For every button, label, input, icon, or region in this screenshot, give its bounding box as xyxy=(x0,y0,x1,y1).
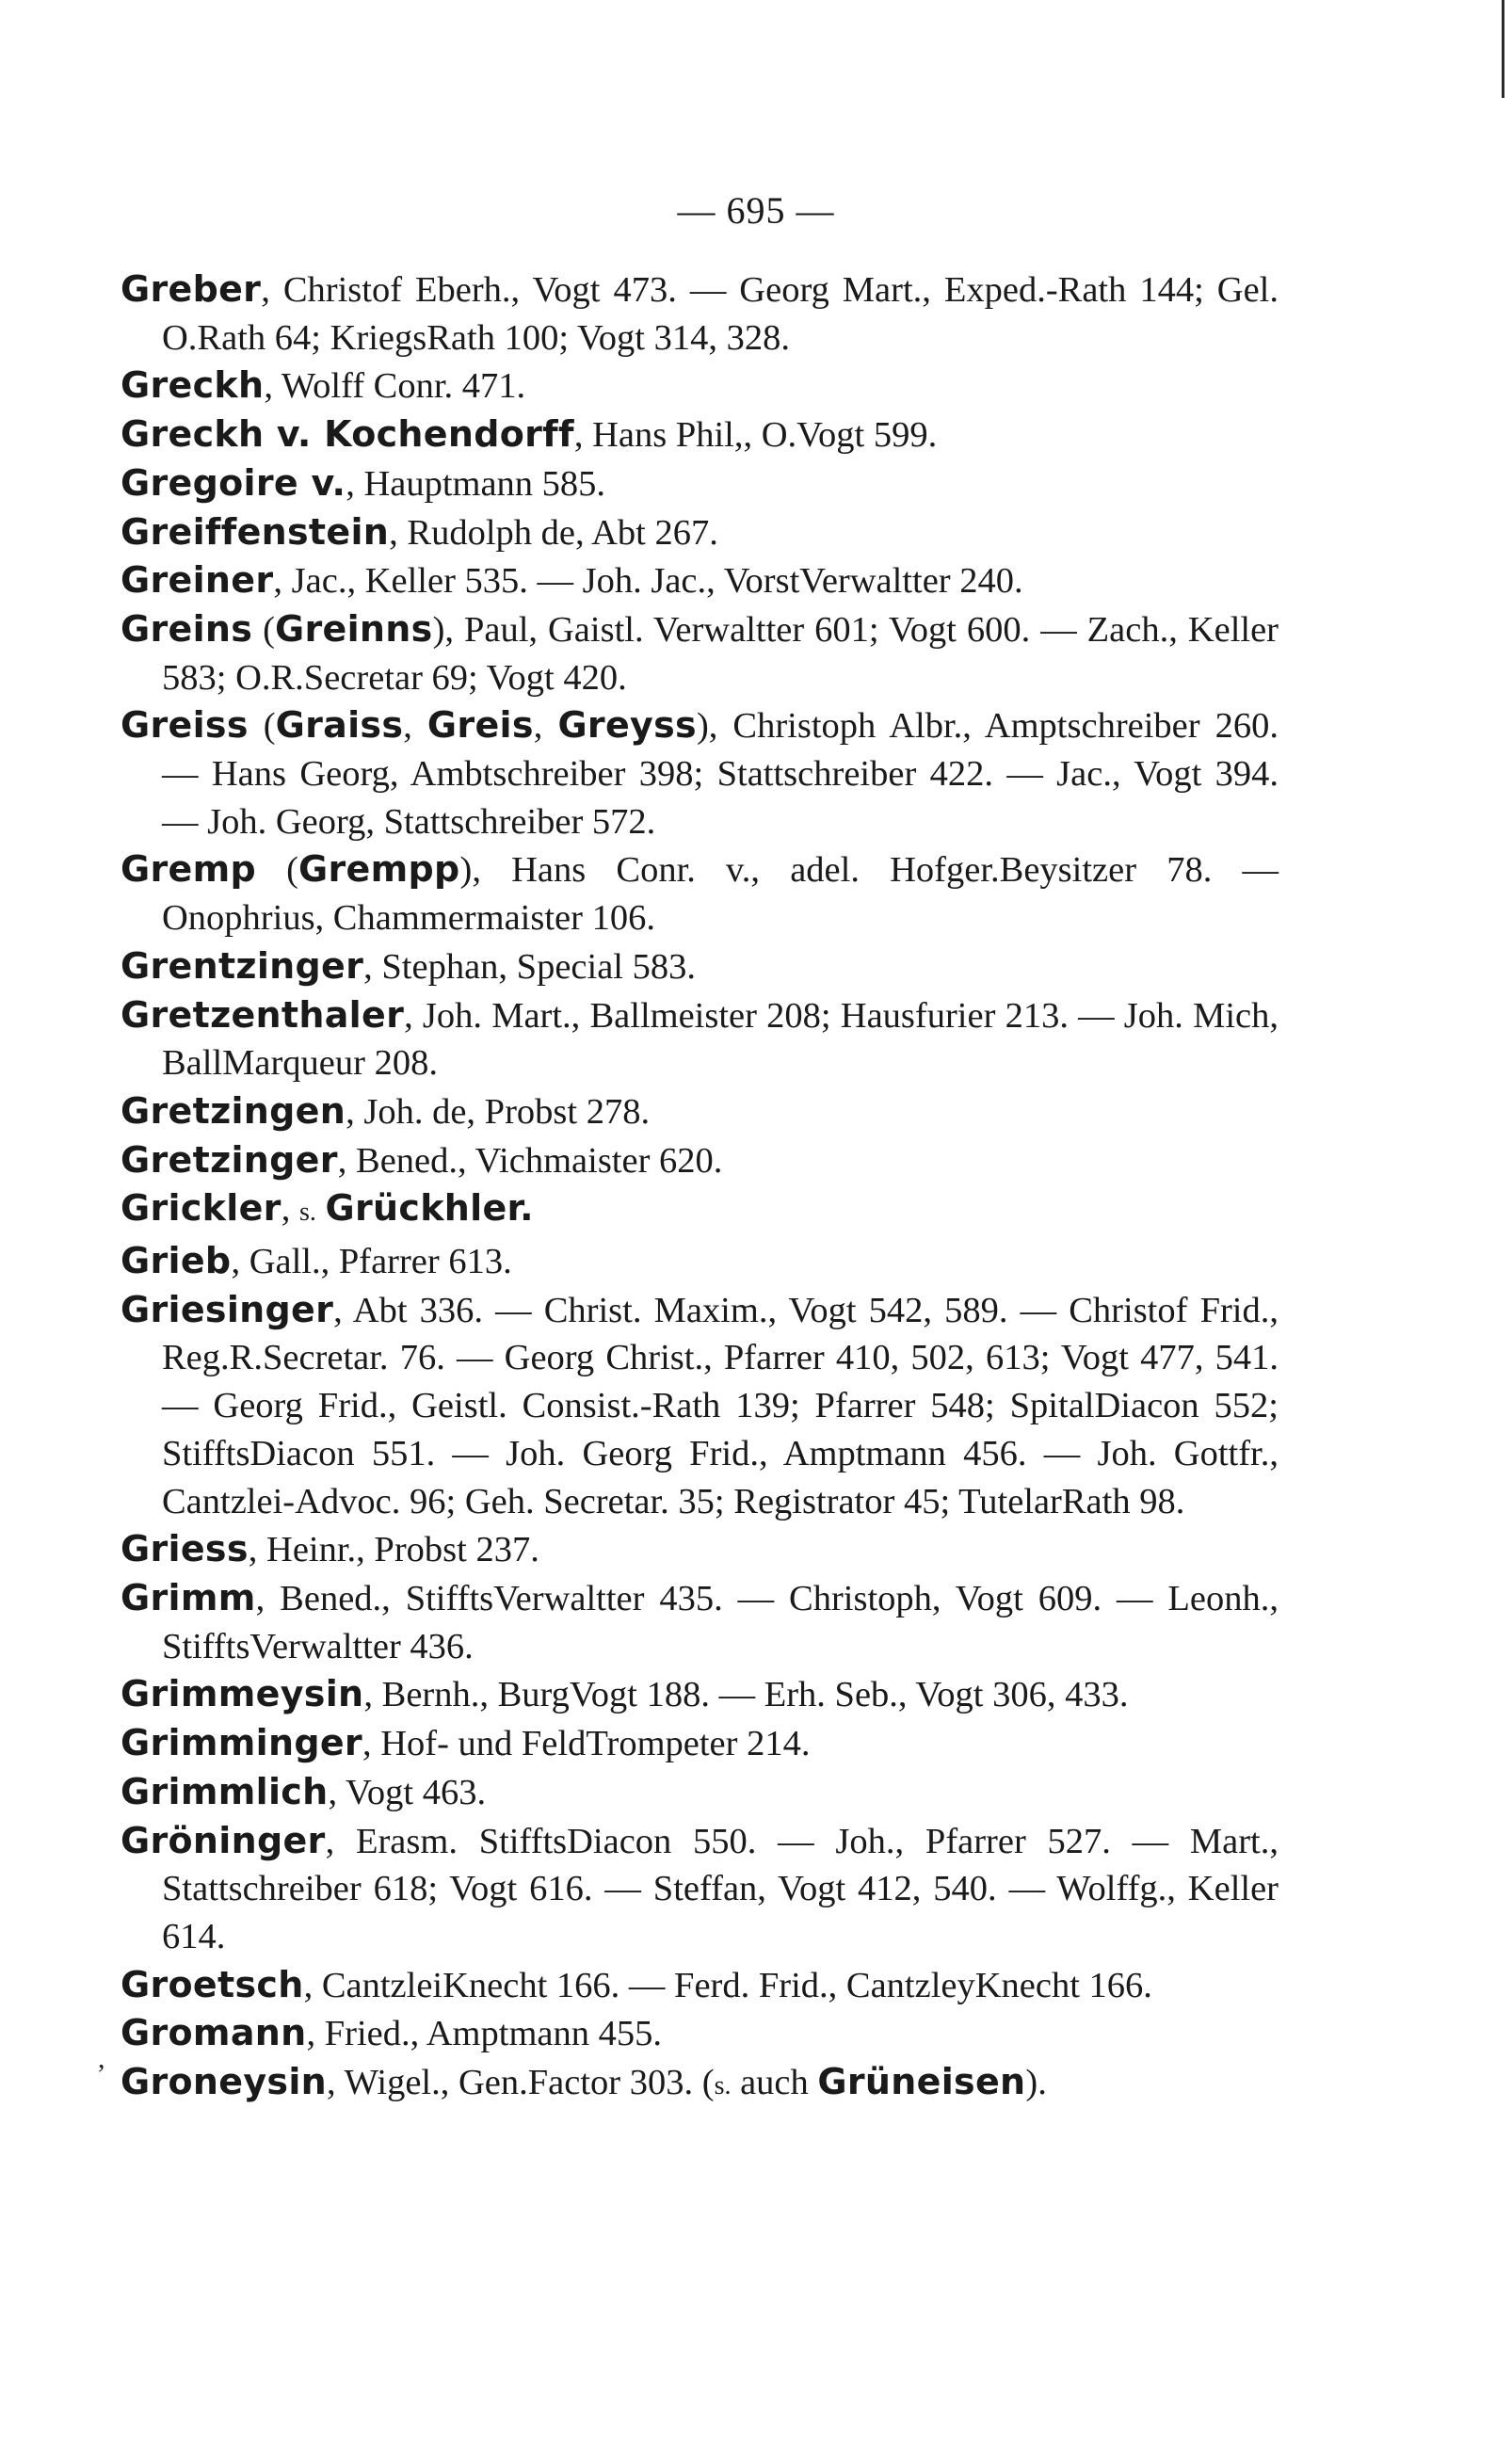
entry-headword: Gretzinger xyxy=(121,1138,338,1181)
entry-text: , Jac., Keller 535. — Joh. Jac., VorstVerwaltter 240. xyxy=(273,561,1023,602)
entry-headword: Gröninger xyxy=(121,1819,326,1861)
register-entry xyxy=(121,2058,1279,2111)
register-entry xyxy=(121,266,1279,362)
entry-headword: Greiss xyxy=(121,704,249,747)
entry-text: ( xyxy=(252,609,275,650)
entry-text: ), Paul, Gaistl. Verwaltter 601; Vogt 600. — Zach., Keller 583; O.R.Secretar 69; Vogt 420. xyxy=(162,609,1279,698)
entry-text: , xyxy=(403,706,427,747)
entry-text: , Abt 336. — Christ. Maxim., Vogt 542, 589. — Christof Frid., Reg.R.Secretar. 76. — Georg Christ., Pfarrer 410, 502, 613; Vogt 477, 541. — Georg Frid., Geistl. Consist.-Rath 139; Pfarrer 548; SpitalDiacon 552; StifftsDiacon 551. — Joh. Georg Frid., Amptmann 456. — Joh. Gottfr., Cantzlei-Advoc. 96; Geh. Secretar. 35; Registrator 45; TutelarRath 98. xyxy=(162,1290,1279,1521)
register-entry xyxy=(121,362,1279,410)
register-entry xyxy=(121,991,1279,1087)
register-entry xyxy=(121,1574,1279,1670)
register-entry xyxy=(121,508,1279,557)
entry-text: ( xyxy=(248,706,276,747)
entry-headword: Greiffenstein xyxy=(121,510,390,553)
register-entry xyxy=(121,1817,1279,1961)
entry-text: ), Christoph Albr., Amptschreiber 260. — Hans Georg, Ambtschreiber 398; Stattschreiber 422. — Jac., Vogt 394. — Joh. Georg, Stattschreiber 572. xyxy=(162,706,1279,842)
entry-headword: Grieb xyxy=(121,1240,232,1282)
register-entry xyxy=(121,1286,1279,1526)
entry-text: , Hans Phil,, O.Vogt 599. xyxy=(573,415,938,456)
edge-line xyxy=(1502,0,1504,98)
entry-headword: Gregoire v. xyxy=(121,461,346,504)
entry-headword: Groetsch xyxy=(121,1963,304,2005)
entry-text: , Christof Eberh., Vogt 473. — Georg Mart., Exped.-Rath 144; Gel. O.Rath 64; KriegsRath 100; Vogt 314, 328. xyxy=(162,270,1279,358)
entry-text: , Hof- und FeldTrompeter 214. xyxy=(362,1724,811,1764)
entry-headword: Gretzingen xyxy=(121,1089,346,1132)
entry-see-reference: s. xyxy=(298,1198,316,1228)
register-entry xyxy=(121,1961,1279,2010)
entry-headword: Grimm xyxy=(121,1576,256,1618)
entry-text: ), Hans Conr. v., adel. Hofger.Beysitzer 78. — Onophrius, Chammermaister 106. xyxy=(162,850,1279,939)
page-number: — 695 — xyxy=(677,189,835,232)
entry-headword: Grempp xyxy=(298,848,460,891)
entry-see-reference: s. xyxy=(714,2071,732,2101)
entry-text: , Rudolph de, Abt 267. xyxy=(389,512,718,553)
entry-text: , Joh. Mart., Ballmeister 208; Hausfurier 213. — Joh. Mich, BallMarqueur 208. xyxy=(162,995,1279,1084)
entry-headword: Grimmeysin xyxy=(121,1673,364,1715)
entry-text: , Hauptmann 585. xyxy=(346,463,606,504)
entry-text: , Fried., Amptmann 455. xyxy=(306,2014,662,2054)
entry-text: , Erasm. StifftsDiacon 550. — Joh., Pfarrer 527. — Mart., Stattschreiber 618; Vogt 616. — Steffan, Vogt 412, 540. — Wolffg., Keller 614. xyxy=(162,1821,1279,1956)
entry-headword: Gremp xyxy=(121,848,256,891)
entry-text: , Stephan, Special 583. xyxy=(363,946,696,987)
register-entry xyxy=(121,1184,1279,1237)
entry-headword: Grickler xyxy=(121,1187,281,1230)
entry-text: , CantzleiKnecht 166. — Ferd. Frid., CantzleyKnecht 166. xyxy=(303,1965,1152,2005)
entry-text: , Bernh., BurgVogt 188. — Erh. Seb., Vogt 306, 433. xyxy=(363,1675,1129,1715)
register-entry xyxy=(121,701,1279,845)
margin-mark: , xyxy=(98,2043,105,2074)
entry-headword: Griesinger xyxy=(121,1288,334,1330)
entry-text: , xyxy=(533,706,558,747)
entry-text: , Wolff Conr. 471. xyxy=(264,366,526,407)
entry-text: , Bened., Vichmaister 620. xyxy=(337,1140,723,1181)
entry-headword: Grüneisen xyxy=(817,2061,1026,2103)
entry-headword: Graiss xyxy=(275,704,404,747)
entry-text: , Gall., Pfarrer 613. xyxy=(231,1242,512,1282)
register-entry xyxy=(121,1237,1279,1286)
entry-headword: Grimminger xyxy=(121,1722,362,1764)
register-entry xyxy=(121,1087,1279,1136)
entry-headword: Greinns xyxy=(275,607,433,650)
entry-headword: Grückhler. xyxy=(325,1187,534,1230)
register-entry xyxy=(121,1136,1279,1185)
entry-headword: Greckh xyxy=(121,364,265,407)
entry-text: , Joh. de, Probst 278. xyxy=(346,1091,651,1132)
entry-text: , Wigel., Gen.Factor 303. ( xyxy=(327,2063,715,2103)
register-entry xyxy=(121,845,1279,941)
register-entries xyxy=(121,266,1279,2111)
register-entry xyxy=(121,1719,1279,1768)
register-entry xyxy=(121,459,1279,508)
register-entry xyxy=(121,556,1279,605)
entry-text: , xyxy=(281,1189,299,1230)
entry-text: , Vogt 463. xyxy=(328,1772,487,1812)
entry-headword: Greyss xyxy=(557,704,697,747)
entry-headword: Greiner xyxy=(121,559,274,602)
register-entry xyxy=(121,605,1279,701)
register-entry xyxy=(121,1670,1279,1719)
entry-headword: Greckh v. Kochendorff xyxy=(121,413,574,456)
entry-headword: Groneysin xyxy=(121,2061,328,2103)
entry-headword: Greins xyxy=(121,607,253,650)
register-entry xyxy=(121,942,1279,991)
entry-headword: Gromann xyxy=(121,2012,307,2054)
entry-headword: Greis xyxy=(426,704,534,747)
entry-headword: Gretzenthaler xyxy=(121,993,405,1036)
register-entry xyxy=(121,2009,1279,2058)
entry-text: ). xyxy=(1025,2063,1047,2103)
entry-text: , Heinr., Probst 237. xyxy=(248,1530,539,1570)
entry-headword: Greber xyxy=(121,268,262,310)
entry-headword: Grimmlich xyxy=(121,1770,329,1812)
register-entry xyxy=(121,1768,1279,1817)
entry-text: ( xyxy=(256,850,298,891)
entry-headword: Grentzinger xyxy=(121,944,364,987)
entry-headword: Griess xyxy=(121,1528,249,1570)
entry-text: auch xyxy=(731,2063,818,2103)
entry-text: , Bened., StifftsVerwaltter 435. — Christoph, Vogt 609. — Leonh., StifftsVerwaltter 436. xyxy=(162,1578,1279,1666)
register-entry xyxy=(121,410,1279,459)
register-entry xyxy=(121,1525,1279,1574)
